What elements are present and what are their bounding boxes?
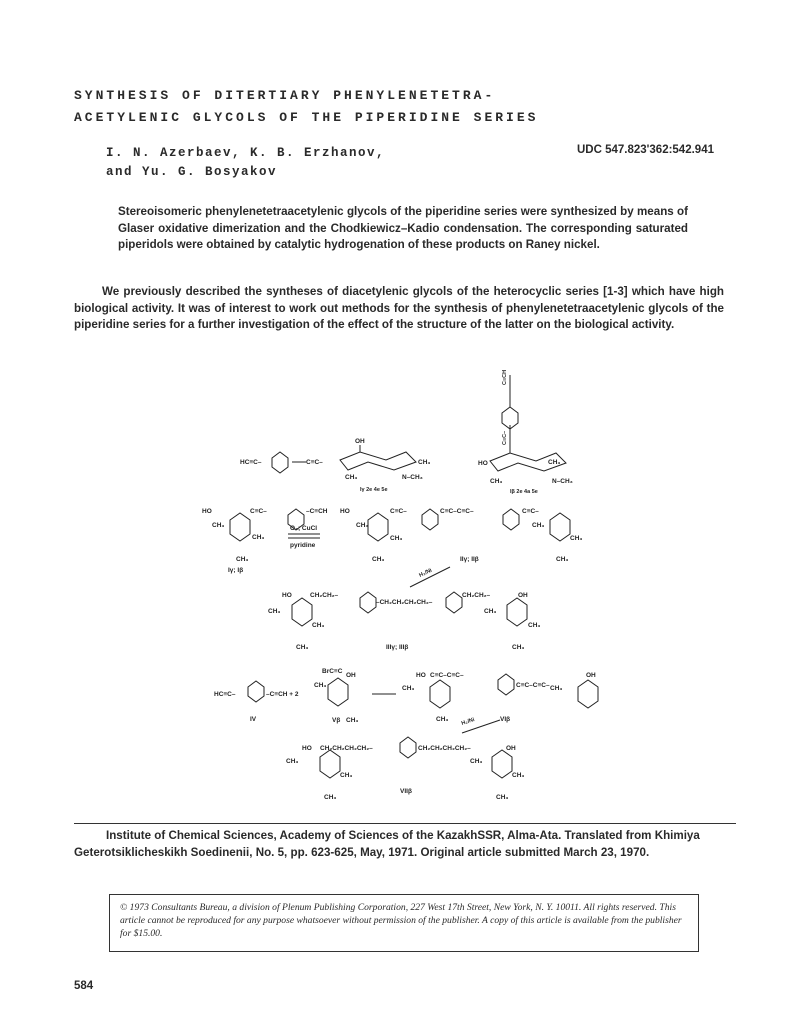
label-ch3-16: CH₃ [296,644,309,651]
label-cc-4: C≡C– [522,508,539,515]
page-number: 584 [74,980,94,992]
label-ho-6: HO [302,745,312,752]
label-ch3-13: CH₃ [556,556,569,563]
label-ho-5: HO [416,672,426,679]
label-ho-2: HO [202,508,212,515]
label-ch3-10: CH₃ [372,556,385,563]
label-ch3-30: CH₃ [496,794,509,801]
title-line-1: SYNTHESIS OF DITERTIARY PHENYLENETETRA- [74,88,496,103]
label-vbeta: Vβ [332,717,341,724]
label-ch3-26: CH₃ [340,772,353,779]
label-ch2ch2-2: CH₂CH₂– [462,592,491,599]
label-ch3-9: CH₃ [390,535,403,542]
label-ch2x4-1: –CH₂CH₂CH₂CH₂– [376,599,433,606]
label-ch3-20: CH₃ [314,682,327,689]
label-ch3-29: CH₃ [512,772,525,779]
label-ch3-3: CH₃ [548,459,561,466]
label-nch3-2: N–CH₃ [552,478,573,485]
label-ch3-24: CH₃ [550,685,563,692]
label-oh-7: OH [506,745,516,752]
label-ch2x4-3: CH₂CH₂CH₂CH₂– [418,745,471,752]
label-ch3-6: CH₃ [252,534,265,541]
label-ch3-12: CH₃ [570,535,583,542]
label-ch3-11: CH₃ [532,522,545,529]
label-cc-top: C≡C– [502,430,508,445]
label-brcc: BrC≡C [322,668,343,675]
label-ch2ch2-1: CH₂CH₂– [310,592,339,599]
copyright-box [109,894,699,952]
label-oh-5: OH [346,672,356,679]
label-ch3-4: CH₃ [490,478,503,485]
label-ch3-8: CH₃ [356,522,369,529]
footnote-divider [74,823,736,824]
label-iiigb: IIIγ; IIIβ [386,644,409,651]
label-oh-6: OH [586,672,596,679]
label-ch3-17: CH₃ [484,608,497,615]
label-viibeta: VIIβ [400,788,412,795]
label-ibeta: Iβ 2e 4a 5e [510,489,538,495]
label-ch3-28: CH₃ [470,758,483,765]
label-ch3-5: CH₃ [212,522,225,529]
copyright-text: © 1973 Consultants Bureau, a division of Plenum Publishing Corporation, 227 West 17th Street, New York, N. Y. 10011. All rights reserved. This article cannot be reproduced for any purpose whatsoever without permission of the publisher. A copy of this article is available from the publisher for $15.00. [120,902,682,939]
label-reagent-2: pyridine [290,542,316,549]
label-cech-top: C≡CH [502,369,508,385]
label-oh-1: OH [355,438,365,445]
label-cech-iv: –C≡CH + 2 [266,691,299,698]
authors-line-1: I. N. Azerbaev, K. B. Erzhanov, [106,146,386,160]
label-ch3-7: CH₃ [236,556,249,563]
label-cech-2: –C≡CH [306,508,328,515]
label-cc-2: C≡C– [250,508,267,515]
label-igamma: Iγ 2e 4e 5e [360,487,388,493]
label-ho-3: HO [340,508,350,515]
authors-line-2: and Yu. G. Bosyakov [106,165,278,179]
label-ho-4: HO [282,592,292,599]
label-hcc-iv: HC≡C– [214,691,236,698]
label-ch2x4-2: CH₂CH₂CH₂CH₂– [320,745,373,752]
label-cccc-3: C≡C–C≡C– [440,508,474,515]
label-vibeta: VIβ [500,716,511,723]
label-ch3-1: CH₃ [418,459,431,466]
label-iv: IV [250,716,257,723]
label-ch3-25: CH₃ [286,758,299,765]
label-ch3-18: CH₃ [528,622,541,629]
label-cc-3: C≡C– [390,508,407,515]
title-line-2: ACETYLENIC GLYCOLS OF THE PIPERIDINE SERIES [74,110,539,125]
label-hcc: HC≡C– [240,459,262,466]
label-ch3-23: CH₃ [436,716,449,723]
label-iigb: IIγ; IIβ [460,556,479,563]
label-oh-4: OH [518,592,528,599]
label-ch3-21: CH₃ [346,717,359,724]
abstract: Stereoisomeric phenylenetetraacetylenic glycols of the piperidine series were synthesized by means of Glaser oxidative dimerization and the Chodkiewicz–Kadio condensation. The corresponding saturated piperidols were obtained by catalytic hydrogenation of these products on Raney nickel. [118,205,688,251]
label-cccc-6: C≡C–C≡C– [516,682,550,689]
label-ch3-15: CH₃ [312,622,325,629]
label-h2ni-1: H₂/Ni [418,567,434,579]
label-nch3-1: N–CH₃ [402,474,423,481]
label-ch3-27: CH₃ [324,794,337,801]
udc-code: UDC 547.823'362:542.941 [576,144,714,156]
label-ch3-19: CH₃ [512,644,525,651]
label-reagent-1: O₂; CuCl [290,525,318,532]
label-cc-1: C≡C– [306,459,323,466]
authors [106,144,385,182]
label-ho-1: HO [478,460,488,467]
reaction-scheme [200,365,600,805]
label-ch3-2: CH₃ [345,474,358,481]
label-cccc-5: C≡C–C≡C– [430,672,464,679]
label-ch3-14: CH₃ [268,608,281,615]
label-h2ni-2: H₂/Ni [460,717,476,727]
label-igb: Iγ; Iβ [228,567,244,574]
intro-paragraph: We previously described the syntheses of diacetylenic glycols of the heterocyclic series [1-3] which have high biological activity. It was of interest to work out methods for the synthesis of phenylenetetraacetylenic glycols of the piperidine series for a further investigation of the effect of the structure of the latter on the biological activity. [74,285,724,331]
label-ch3-22: CH₃ [402,685,415,692]
affiliation-note: Institute of Chemical Sciences, Academy of Sciences of the KazakhSSR, Alma-Ata. Translated from Khimiya Geterotsiklicheskikh Soedinenii, No. 5, pp. 623-625, May, 1971. Original article submitted March 23, 1970. [74,829,700,859]
